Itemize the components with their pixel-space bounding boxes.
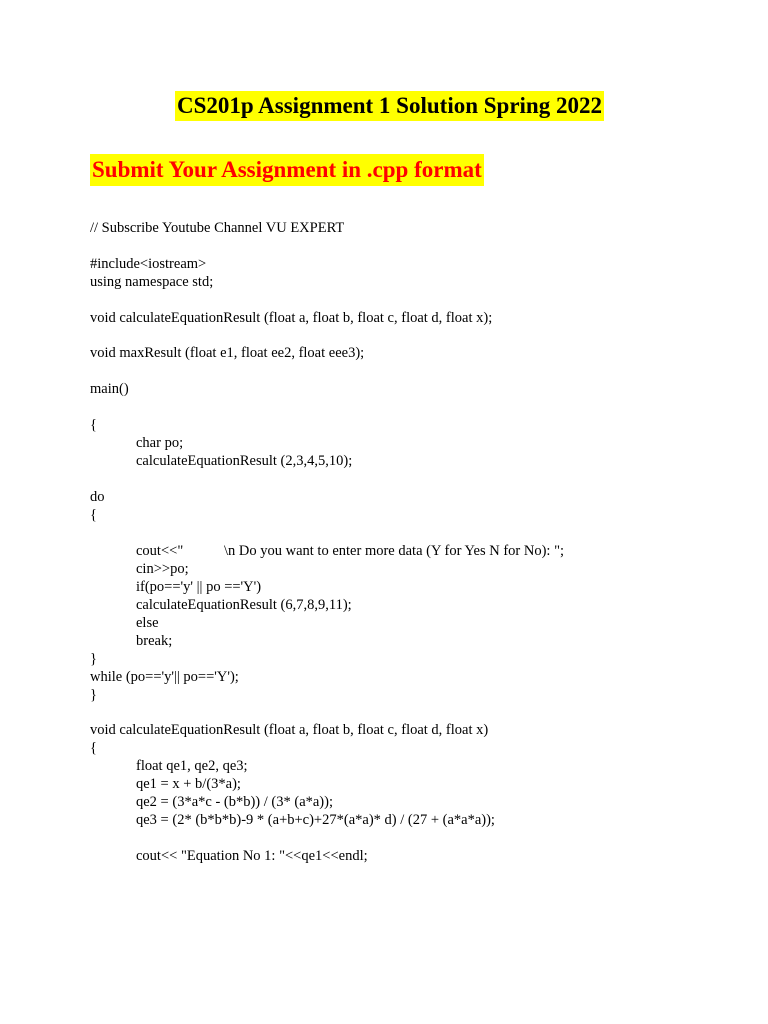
code-text: while (po=='y'|| po=='Y'); bbox=[90, 668, 239, 685]
code-text: if(po=='y' || po =='Y') bbox=[136, 578, 262, 595]
code-line bbox=[90, 309, 730, 327]
code-text: qe2 = (3*a*c - (b*b)) / (3* (a*a)); bbox=[136, 794, 333, 811]
code-line bbox=[90, 739, 730, 757]
code-text: cout<<" bbox=[136, 542, 184, 559]
code-line bbox=[90, 362, 730, 380]
code-line bbox=[90, 829, 730, 847]
code-line bbox=[90, 542, 730, 560]
document-title: CS201p Assignment 1 Solution Spring 2022 bbox=[175, 91, 604, 121]
code-line bbox=[90, 793, 730, 811]
code-line bbox=[90, 434, 730, 452]
code-line bbox=[90, 488, 730, 506]
code-line bbox=[90, 219, 730, 237]
code-line bbox=[90, 237, 730, 255]
code-line bbox=[90, 650, 730, 668]
code-line bbox=[90, 704, 730, 722]
code-text: main() bbox=[90, 381, 129, 398]
code-block bbox=[90, 219, 730, 865]
code-text: qe1 = x + b/(3*a); bbox=[136, 776, 241, 793]
code-line bbox=[90, 452, 730, 470]
code-text: void calculateEquationResult (float a, float b, float c, float d, float x); bbox=[90, 309, 493, 326]
code-text: qe3 = (2* (b*b*b)-9 * (a+b+c)+27*(a*a)* d) / (27 + (a*a*a)); bbox=[136, 812, 495, 829]
code-line bbox=[90, 255, 730, 273]
code-text: #include<iostream> bbox=[90, 255, 207, 272]
code-line bbox=[90, 686, 730, 704]
code-text: { bbox=[90, 416, 97, 433]
code-line bbox=[90, 757, 730, 775]
code-line bbox=[90, 614, 730, 632]
document-subtitle: Submit Your Assignment in .cpp format bbox=[90, 154, 484, 186]
code-text: cout<< "Equation No 1: "<<qe1<<endl; bbox=[136, 848, 368, 865]
code-text: do bbox=[90, 488, 105, 505]
code-line bbox=[90, 668, 730, 686]
code-text: using namespace std; bbox=[90, 273, 214, 290]
code-text: void calculateEquationResult (float a, float b, float c, float d, float x) bbox=[90, 722, 489, 739]
code-line bbox=[90, 344, 730, 362]
code-line bbox=[90, 380, 730, 398]
code-text: calculateEquationResult (2,3,4,5,10); bbox=[136, 452, 353, 469]
code-text: } bbox=[90, 686, 97, 703]
code-text-tail: \n Do you want to enter more data (Y for Yes N for No): "; bbox=[224, 542, 565, 559]
code-line bbox=[90, 291, 730, 309]
code-line bbox=[90, 847, 730, 865]
code-text: { bbox=[90, 506, 97, 523]
code-line bbox=[90, 578, 730, 596]
code-text: void maxResult (float e1, float ee2, float eee3); bbox=[90, 345, 365, 362]
code-line bbox=[90, 470, 730, 488]
code-text: break; bbox=[136, 632, 173, 649]
code-line bbox=[90, 506, 730, 524]
code-line bbox=[90, 632, 730, 650]
code-line bbox=[90, 273, 730, 291]
code-text: char po; bbox=[136, 434, 184, 451]
code-line bbox=[90, 721, 730, 739]
code-line bbox=[90, 416, 730, 434]
code-text: else bbox=[136, 614, 159, 631]
code-line bbox=[90, 775, 730, 793]
code-line bbox=[90, 596, 730, 614]
code-text: } bbox=[90, 650, 97, 667]
code-text: cin>>po; bbox=[136, 560, 189, 577]
code-line bbox=[90, 398, 730, 416]
code-line bbox=[90, 327, 730, 345]
code-text: { bbox=[90, 740, 97, 757]
code-text: // Subscribe Youtube Channel VU EXPERT bbox=[90, 220, 345, 236]
code-line bbox=[90, 560, 730, 578]
code-text: calculateEquationResult (6,7,8,9,11); bbox=[136, 596, 352, 613]
code-line bbox=[90, 811, 730, 829]
code-line bbox=[90, 524, 730, 542]
code-text: float qe1, qe2, qe3; bbox=[136, 758, 248, 775]
